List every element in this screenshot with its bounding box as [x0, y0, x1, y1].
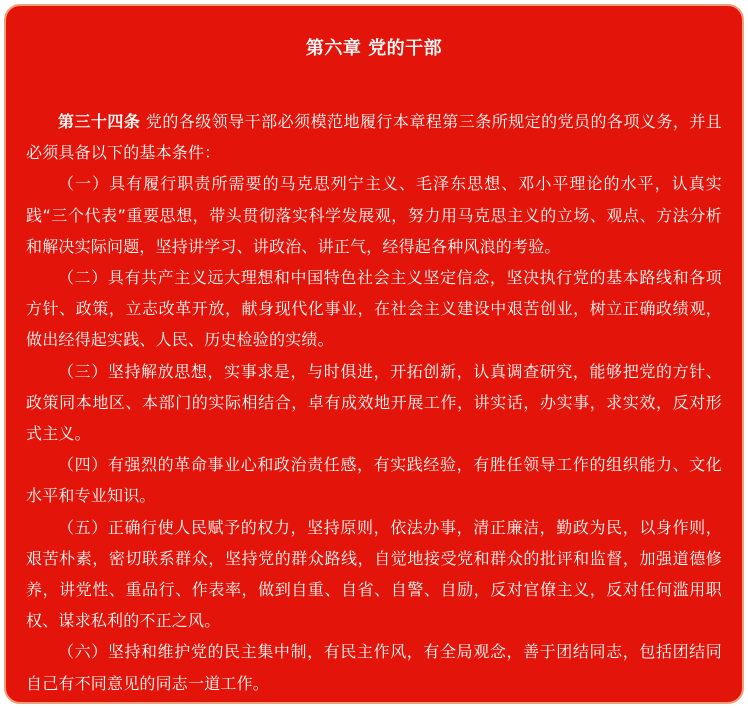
condition-item-3: （三）坚持解放思想，实事求是，与时俱进，开拓创新，认真调查研究，能够把党的方针、政策同本地区、本部门的实际相结合，卓有成效地开展工作，讲实话，办实事，求实效，反对形式主义。 — [26, 361, 722, 444]
article-intro — [26, 106, 722, 168]
article-number: 第三十四条 — [58, 112, 141, 131]
condition-item-4: （四）有强烈的革命事业心和政治责任感，有实践经验，有胜任领导工作的组织能力、文化水平和专业知识。 — [26, 455, 722, 506]
article-intro-text: 党的各级领导干部必须模范地履行本章程第三条所规定的党员的各项义务，并且必须具备以下的基本条件： — [26, 112, 722, 163]
chapter-panel — [4, 4, 744, 704]
condition-item-1: （一）具有履行职责所需要的马克思列宁主义、毛泽东思想、邓小平理论的水平，认真实践“三个代表”重要思想，带头贯彻落实科学发展观，努力用马克思主义的立场、观点、方法分析和解决实际问题，坚持讲学习、讲政治、讲正气，经得起各种风浪的考验。 — [26, 174, 722, 256]
condition-item-5: （五）正确行使人民赋予的权力，坚持原则，依法办事，清正廉洁，勤政为民，以身作则，艰苦朴素，密切联系群众，坚持党的群众路线，自觉地接受党和群众的批评和监督，加强道德修养，讲党性、重品行、作表率，做到自重、自省、自警、自励，反对官僚主义，反对任何滥用职权、谋求私利的不正之风。 — [26, 517, 722, 631]
condition-item-6: （六）坚持和维护党的民主集中制，有民主作风，有全局观念，善于团结同志，包括团结同自己有不同意见的同志一道工作。 — [26, 642, 722, 693]
chapter-title: 第六章 党的干部 — [305, 38, 443, 59]
condition-item-2: （二）具有共产主义远大理想和中国特色社会主义坚定信念，坚决执行党的基本路线和各项方针、政策，立志改革开放，献身现代化事业，在社会主义建设中艰苦创业，树立正确政绩观，做出经得起实践、人民、历史检验的实绩。 — [26, 268, 722, 350]
